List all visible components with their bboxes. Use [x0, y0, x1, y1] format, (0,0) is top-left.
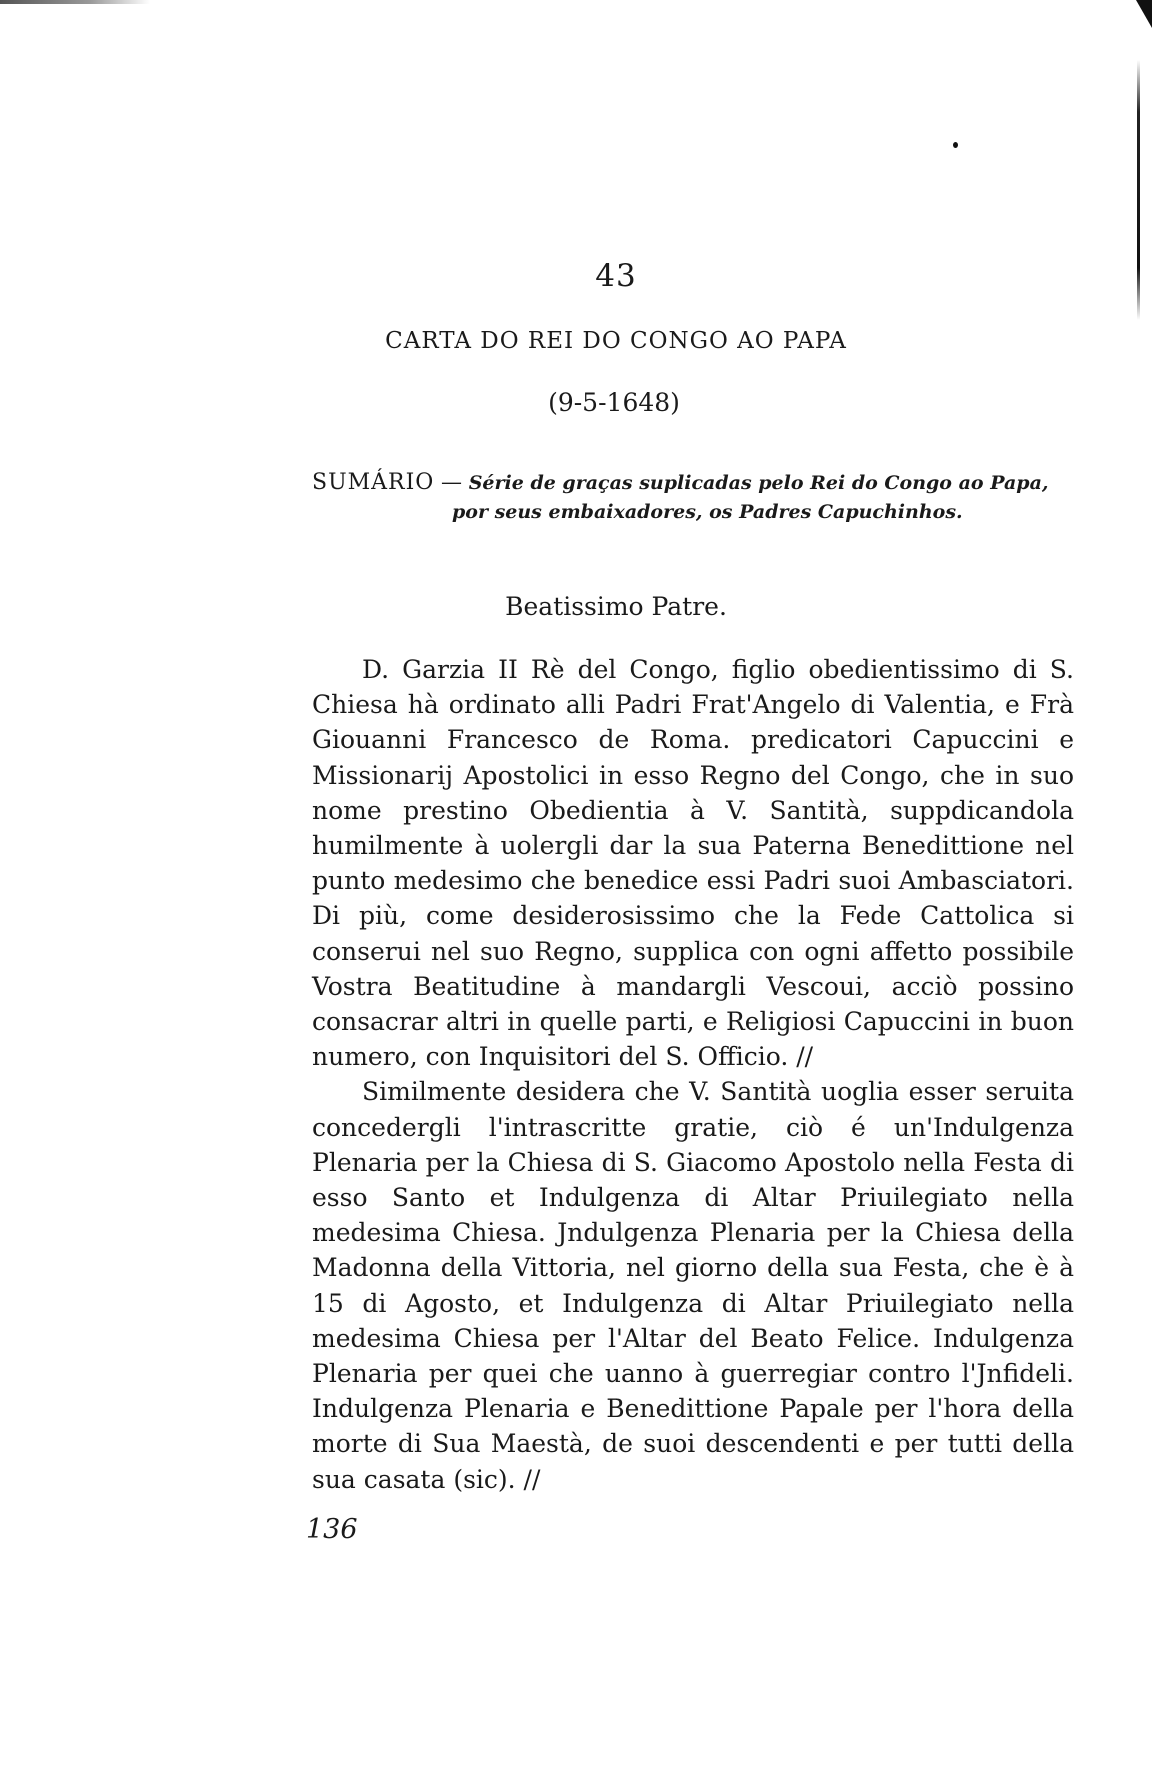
page-number: 136 [306, 1514, 358, 1545]
document-date: (9-5-1648) [548, 388, 680, 417]
document-title: CARTA DO REI DO CONGO AO PAPA [385, 328, 847, 354]
document-number: 43 [595, 258, 637, 294]
summary-dash: — [441, 470, 463, 494]
summary-text-line2: por seus embaixadores, os Padres Capuchinhos. [452, 501, 963, 523]
scan-edge-top [0, 0, 150, 4]
body-paragraph: Similmente desidera che V. Santità uoglia esser seruita concedergli l'intrascritte gratie, ciò é un'Indulgenza Plenaria per la Chiesa di S. Giacomo Apostolo nella Festa di esso Santo et Indulgenza di Altar Priuilegiato nella medesima Chiesa. Jndulgenza Plenaria per la Chiesa della Madonna della Vittoria, nel giorno della sua Festa, che è à 15 di Agosto, et Indulgenza di Altar Priuilegiato nella medesima Chiesa per l'Altar del Beato Felice. Indulgenza Plenaria per quei che uanno à guerregiar contro l'Jnfideli. Indulgenza Plenaria e Benedittione Papale per l'hora della morte di Sua Maestà, de suoi descendenti e per tutti della sua casata (sic). // [312, 1077, 1074, 1494]
scan-speck [953, 142, 958, 148]
summary-label: SUMÁRIO [312, 470, 435, 495]
scan-corner-mark [1136, 0, 1152, 28]
letter-body [312, 652, 1074, 1497]
salutation: Beatissimo Patre. [505, 592, 727, 621]
summary-first-line [312, 470, 1092, 495]
summary-block [312, 470, 1092, 523]
summary-text-line1: Série de graças suplicadas pelo Rei do Congo ao Papa, [468, 472, 1049, 494]
body-paragraph: D. Garzia II Rè del Congo, figlio obedientissimo di S. Chiesa hà ordinato alli Padri Frat'Angelo di Valentia, e Frà Giouanni Francesco de Roma. predicatori Capuccini e Missionarij Apostolici in esso Regno del Congo, che in suo nome prestino Obedientia à V. Santità, suppdicandola humilmente à uolergli dar la sua Paterna Benedittione nel punto medesimo che benedice essi Padri suoi Ambasciatori. Di più, come desiderosissimo che la Fede Cattolica si conserui nel suo Regno, supplica con ogni affetto possibile Vostra Beatitudine à mandargli Vescoui, acciò possino consacrar altri in quelle parti, e Religiosi Capuccini in buon numero, con Inquisitori del S. Officio. // [312, 655, 1074, 1072]
